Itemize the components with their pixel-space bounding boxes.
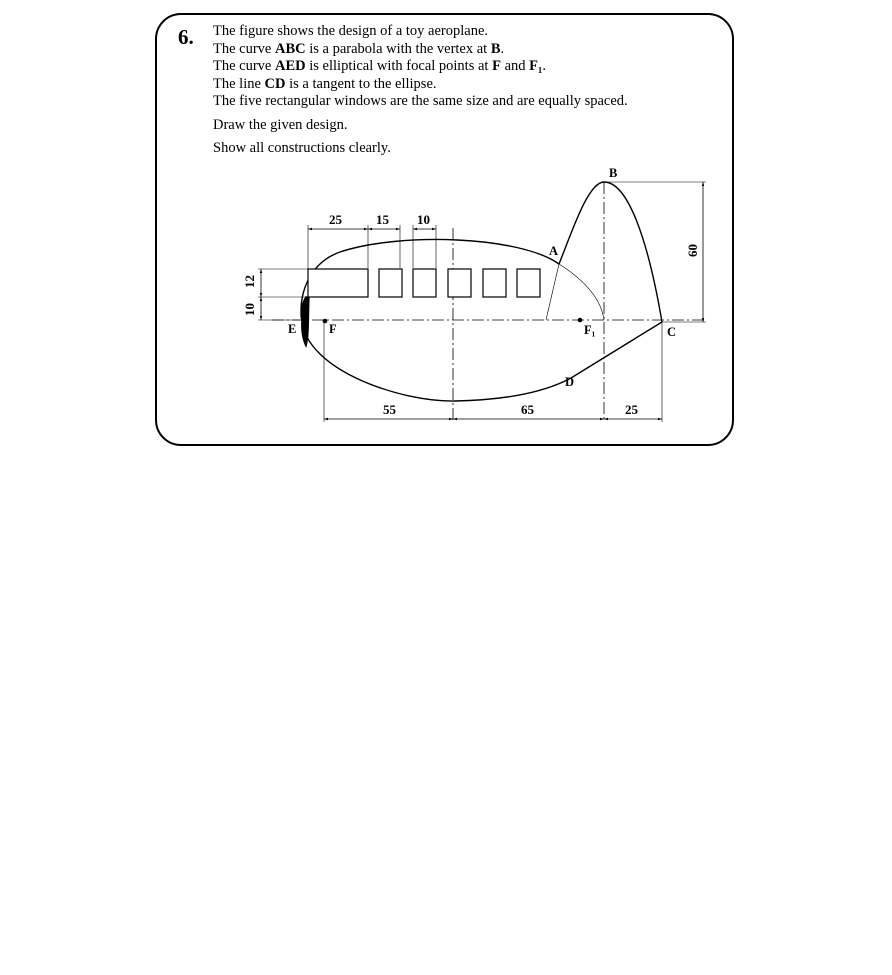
text-run: The curve	[213, 40, 275, 57]
dim-left-10: 10	[242, 303, 257, 316]
dim-bottom-55: 55	[383, 402, 396, 417]
tail-base-line	[546, 264, 559, 320]
text-run: The five rectangular windows are the same size and are equally spaced.	[213, 93, 628, 109]
text-run: is a tangent to the ellipse.	[285, 75, 437, 92]
label-E: E	[288, 322, 297, 336]
text-run: and	[500, 58, 530, 74]
window-5	[517, 269, 540, 297]
question-number: 6.	[178, 25, 194, 49]
dim-bottom-25: 25	[625, 402, 638, 417]
bold-term: AED	[275, 58, 306, 74]
label-D: D	[565, 375, 575, 389]
bold-term: F₁	[529, 58, 543, 74]
text-run: is a parabola with the vertex at	[305, 40, 491, 57]
ellipse-continuation	[559, 264, 604, 320]
focal-point-F1	[578, 318, 583, 323]
construction-lines	[258, 182, 706, 422]
dim-bottom-65: 65	[521, 402, 534, 417]
dim-top-10: 10	[417, 212, 430, 227]
window-long	[308, 269, 368, 297]
window-2	[413, 269, 436, 297]
text-run: The figure shows the design of a toy aeroplane.	[213, 23, 489, 39]
dim-left-12: 12	[242, 275, 257, 288]
bold-term: F	[492, 58, 501, 74]
dimension-lines	[261, 182, 703, 419]
label-A: A	[549, 244, 559, 258]
dim-top-15: 15	[376, 212, 389, 227]
window-1	[379, 269, 402, 297]
text-run: The curve	[213, 58, 275, 74]
label-F1: F₁	[584, 323, 596, 337]
text-run: .	[500, 40, 505, 57]
parabola-curve-ABC	[559, 182, 662, 322]
bold-term: B	[490, 40, 501, 57]
dim-right-60: 60	[685, 244, 700, 257]
window-4	[483, 269, 506, 297]
windows	[308, 269, 540, 297]
text-run: Draw the given design.	[213, 116, 348, 133]
bold-term: ABC	[275, 40, 306, 57]
text-run: Show all constructions clearly.	[213, 140, 391, 156]
text-run: The line	[213, 75, 265, 92]
text-run: is elliptical with focal points at	[305, 58, 493, 74]
text-run: .	[542, 58, 546, 74]
nose-tip	[301, 297, 309, 346]
window-3	[448, 269, 471, 297]
focal-point-F	[323, 319, 328, 324]
label-F: F	[329, 322, 337, 336]
dim-top-25: 25	[329, 212, 342, 227]
label-B: B	[609, 166, 618, 180]
label-C: C	[667, 325, 677, 339]
bold-term: CD	[264, 75, 286, 92]
